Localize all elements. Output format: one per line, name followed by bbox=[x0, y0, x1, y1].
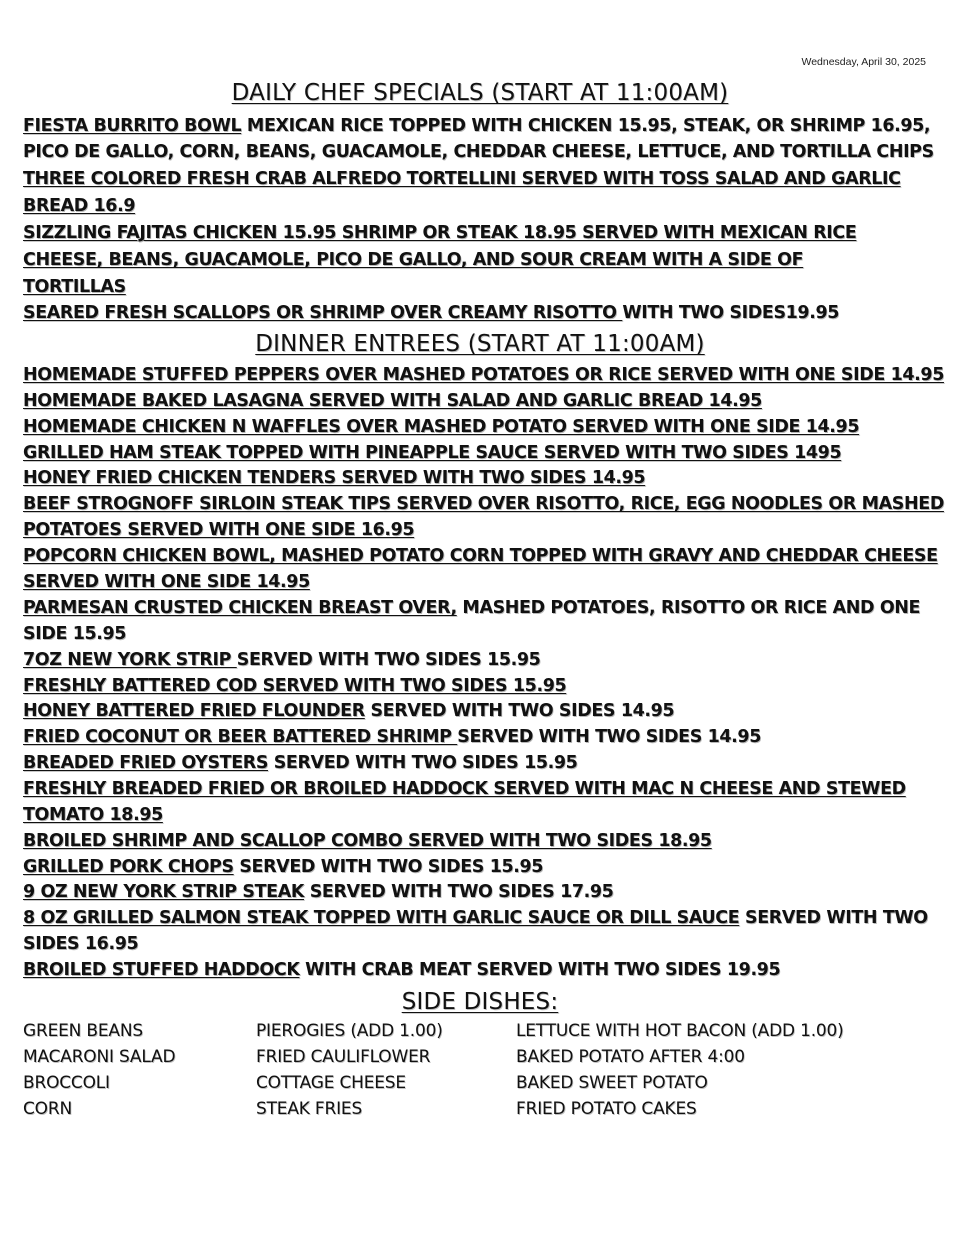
specials-line: FIESTA BURRITO BOWL MEXICAN RICE TOPPED WITH CHICKEN 15.95, STEAK, OR SHRIMP 16.95, bbox=[23, 116, 931, 136]
side-dish: BROCCOLI bbox=[23, 1073, 110, 1093]
entree-line: HOMEMADE STUFFED PEPPERS OVER MASHED POTATOES OR RICE SERVED WITH ONE SIDE 14.95 bbox=[23, 365, 944, 385]
specials-line: SEARED FRESH SCALLOPS OR SHRIMP OVER CREAMY RISOTTO WITH TWO SIDES19.95 bbox=[23, 303, 839, 323]
entree-line: POTATOES SERVED WITH ONE SIDE 16.95 bbox=[23, 520, 415, 540]
specials-line: CHEESE, BEANS, GUACAMOLE, PICO DE GALLO, AND SOUR CREAM WITH A SIDE OF bbox=[23, 250, 804, 270]
entree-line: SIDE 15.95 bbox=[23, 624, 127, 644]
sides-heading: SIDE DISHES: bbox=[401, 989, 559, 1015]
entree-line: FRIED COCONUT OR BEER BATTERED SHRIMP SERVED WITH TWO SIDES 14.95 bbox=[23, 727, 761, 747]
side-dish: CORN bbox=[23, 1099, 72, 1119]
entree-line: HOMEMADE BAKED LASAGNA SERVED WITH SALAD AND GARLIC BREAD 14.95 bbox=[23, 391, 762, 411]
side-dish: STEAK FRIES bbox=[256, 1099, 363, 1119]
entree-line: PARMESAN CRUSTED CHICKEN BREAST OVER, MASHED POTATOES, RISOTTO OR RICE AND ONE bbox=[23, 598, 921, 618]
entree-line: GRILLED HAM STEAK TOPPED WITH PINEAPPLE SAUCE SERVED WITH TWO SIDES 1495 bbox=[23, 443, 842, 463]
side-dish: LETTUCE WITH HOT BACON (ADD 1.00) bbox=[516, 1021, 844, 1041]
entree-line: 8 OZ GRILLED SALMON STEAK TOPPED WITH GARLIC SAUCE OR DILL SAUCE SERVED WITH TWO bbox=[23, 908, 928, 928]
entree-line: BEEF STROGNOFF SIRLOIN STEAK TIPS SERVED OVER RISOTTO, RICE, EGG NOODLES OR MASHED bbox=[23, 494, 944, 514]
date-label: Wednesday, April 30, 2025 bbox=[801, 56, 926, 68]
entree-line: BROILED STUFFED HADDOCK WITH CRAB MEAT SERVED WITH TWO SIDES 19.95 bbox=[23, 960, 781, 980]
entrees-heading: DINNER ENTREES (START AT 11:00AM) bbox=[255, 331, 705, 357]
entree-line: POPCORN CHICKEN BOWL, MASHED POTATO CORN TOPPED WITH GRAVY AND CHEDDAR CHEESE bbox=[23, 546, 938, 566]
entree-line: HONEY FRIED CHICKEN TENDERS SERVED WITH TWO SIDES 14.95 bbox=[23, 468, 646, 488]
specials-line: PICO DE GALLO, CORN, BEANS, GUACAMOLE, CHEDDAR CHEESE, LETTUCE, AND TORTILLA CHIPS bbox=[23, 142, 934, 162]
entree-line: BREADED FRIED OYSTERS SERVED WITH TWO SIDES 15.95 bbox=[23, 753, 578, 773]
side-dish: COTTAGE CHEESE bbox=[256, 1073, 406, 1093]
side-dish: FRIED CAULIFLOWER bbox=[256, 1047, 431, 1067]
specials-line: SIZZLING FAJITAS CHICKEN 15.95 SHRIMP OR STEAK 18.95 SERVED WITH MEXICAN RICE bbox=[23, 223, 857, 243]
specials-line: TORTILLAS bbox=[23, 277, 126, 297]
entree-line: SIDES 16.95 bbox=[23, 934, 139, 954]
entree-line: BROILED SHRIMP AND SCALLOP COMBO SERVED WITH TWO SIDES 18.95 bbox=[23, 831, 712, 851]
side-dish: BAKED POTATO AFTER 4:00 bbox=[516, 1047, 745, 1067]
side-dish: MACARONI SALAD bbox=[23, 1047, 176, 1067]
entree-line: FRESHLY BATTERED COD SERVED WITH TWO SIDES 15.95 bbox=[23, 676, 567, 696]
side-dish: FRIED POTATO CAKES bbox=[516, 1099, 697, 1119]
entree-line: TOMATO 18.95 bbox=[23, 805, 163, 825]
specials-line: BREAD 16.9 bbox=[23, 196, 136, 216]
specials-line: THREE COLORED FRESH CRAB ALFREDO TORTELLINI SERVED WITH TOSS SALAD AND GARLIC bbox=[23, 169, 901, 189]
side-dish: BAKED SWEET POTATO bbox=[516, 1073, 708, 1093]
entree-line: HONEY BATTERED FRIED FLOUNDER SERVED WITH TWO SIDES 14.95 bbox=[23, 701, 675, 721]
side-dish: GREEN BEANS bbox=[23, 1021, 143, 1041]
entree-line: HOMEMADE CHICKEN N WAFFLES OVER MASHED POTATO SERVED WITH ONE SIDE 14.95 bbox=[23, 417, 860, 437]
entree-line: 7OZ NEW YORK STRIP SERVED WITH TWO SIDES 15.95 bbox=[23, 650, 541, 670]
entree-line: 9 OZ NEW YORK STRIP STEAK SERVED WITH TWO SIDES 17.95 bbox=[23, 882, 614, 902]
entree-line: GRILLED PORK CHOPS SERVED WITH TWO SIDES 15.95 bbox=[23, 857, 544, 877]
side-dish: PIEROGIES (ADD 1.00) bbox=[256, 1021, 443, 1041]
entree-line: FRESHLY BREADED FRIED OR BROILED HADDOCK SERVED WITH MAC N CHEESE AND STEWED bbox=[23, 779, 906, 799]
specials-heading: DAILY CHEF SPECIALS (START AT 11:00AM) bbox=[231, 80, 729, 106]
entree-line: SERVED WITH ONE SIDE 14.95 bbox=[23, 572, 310, 592]
